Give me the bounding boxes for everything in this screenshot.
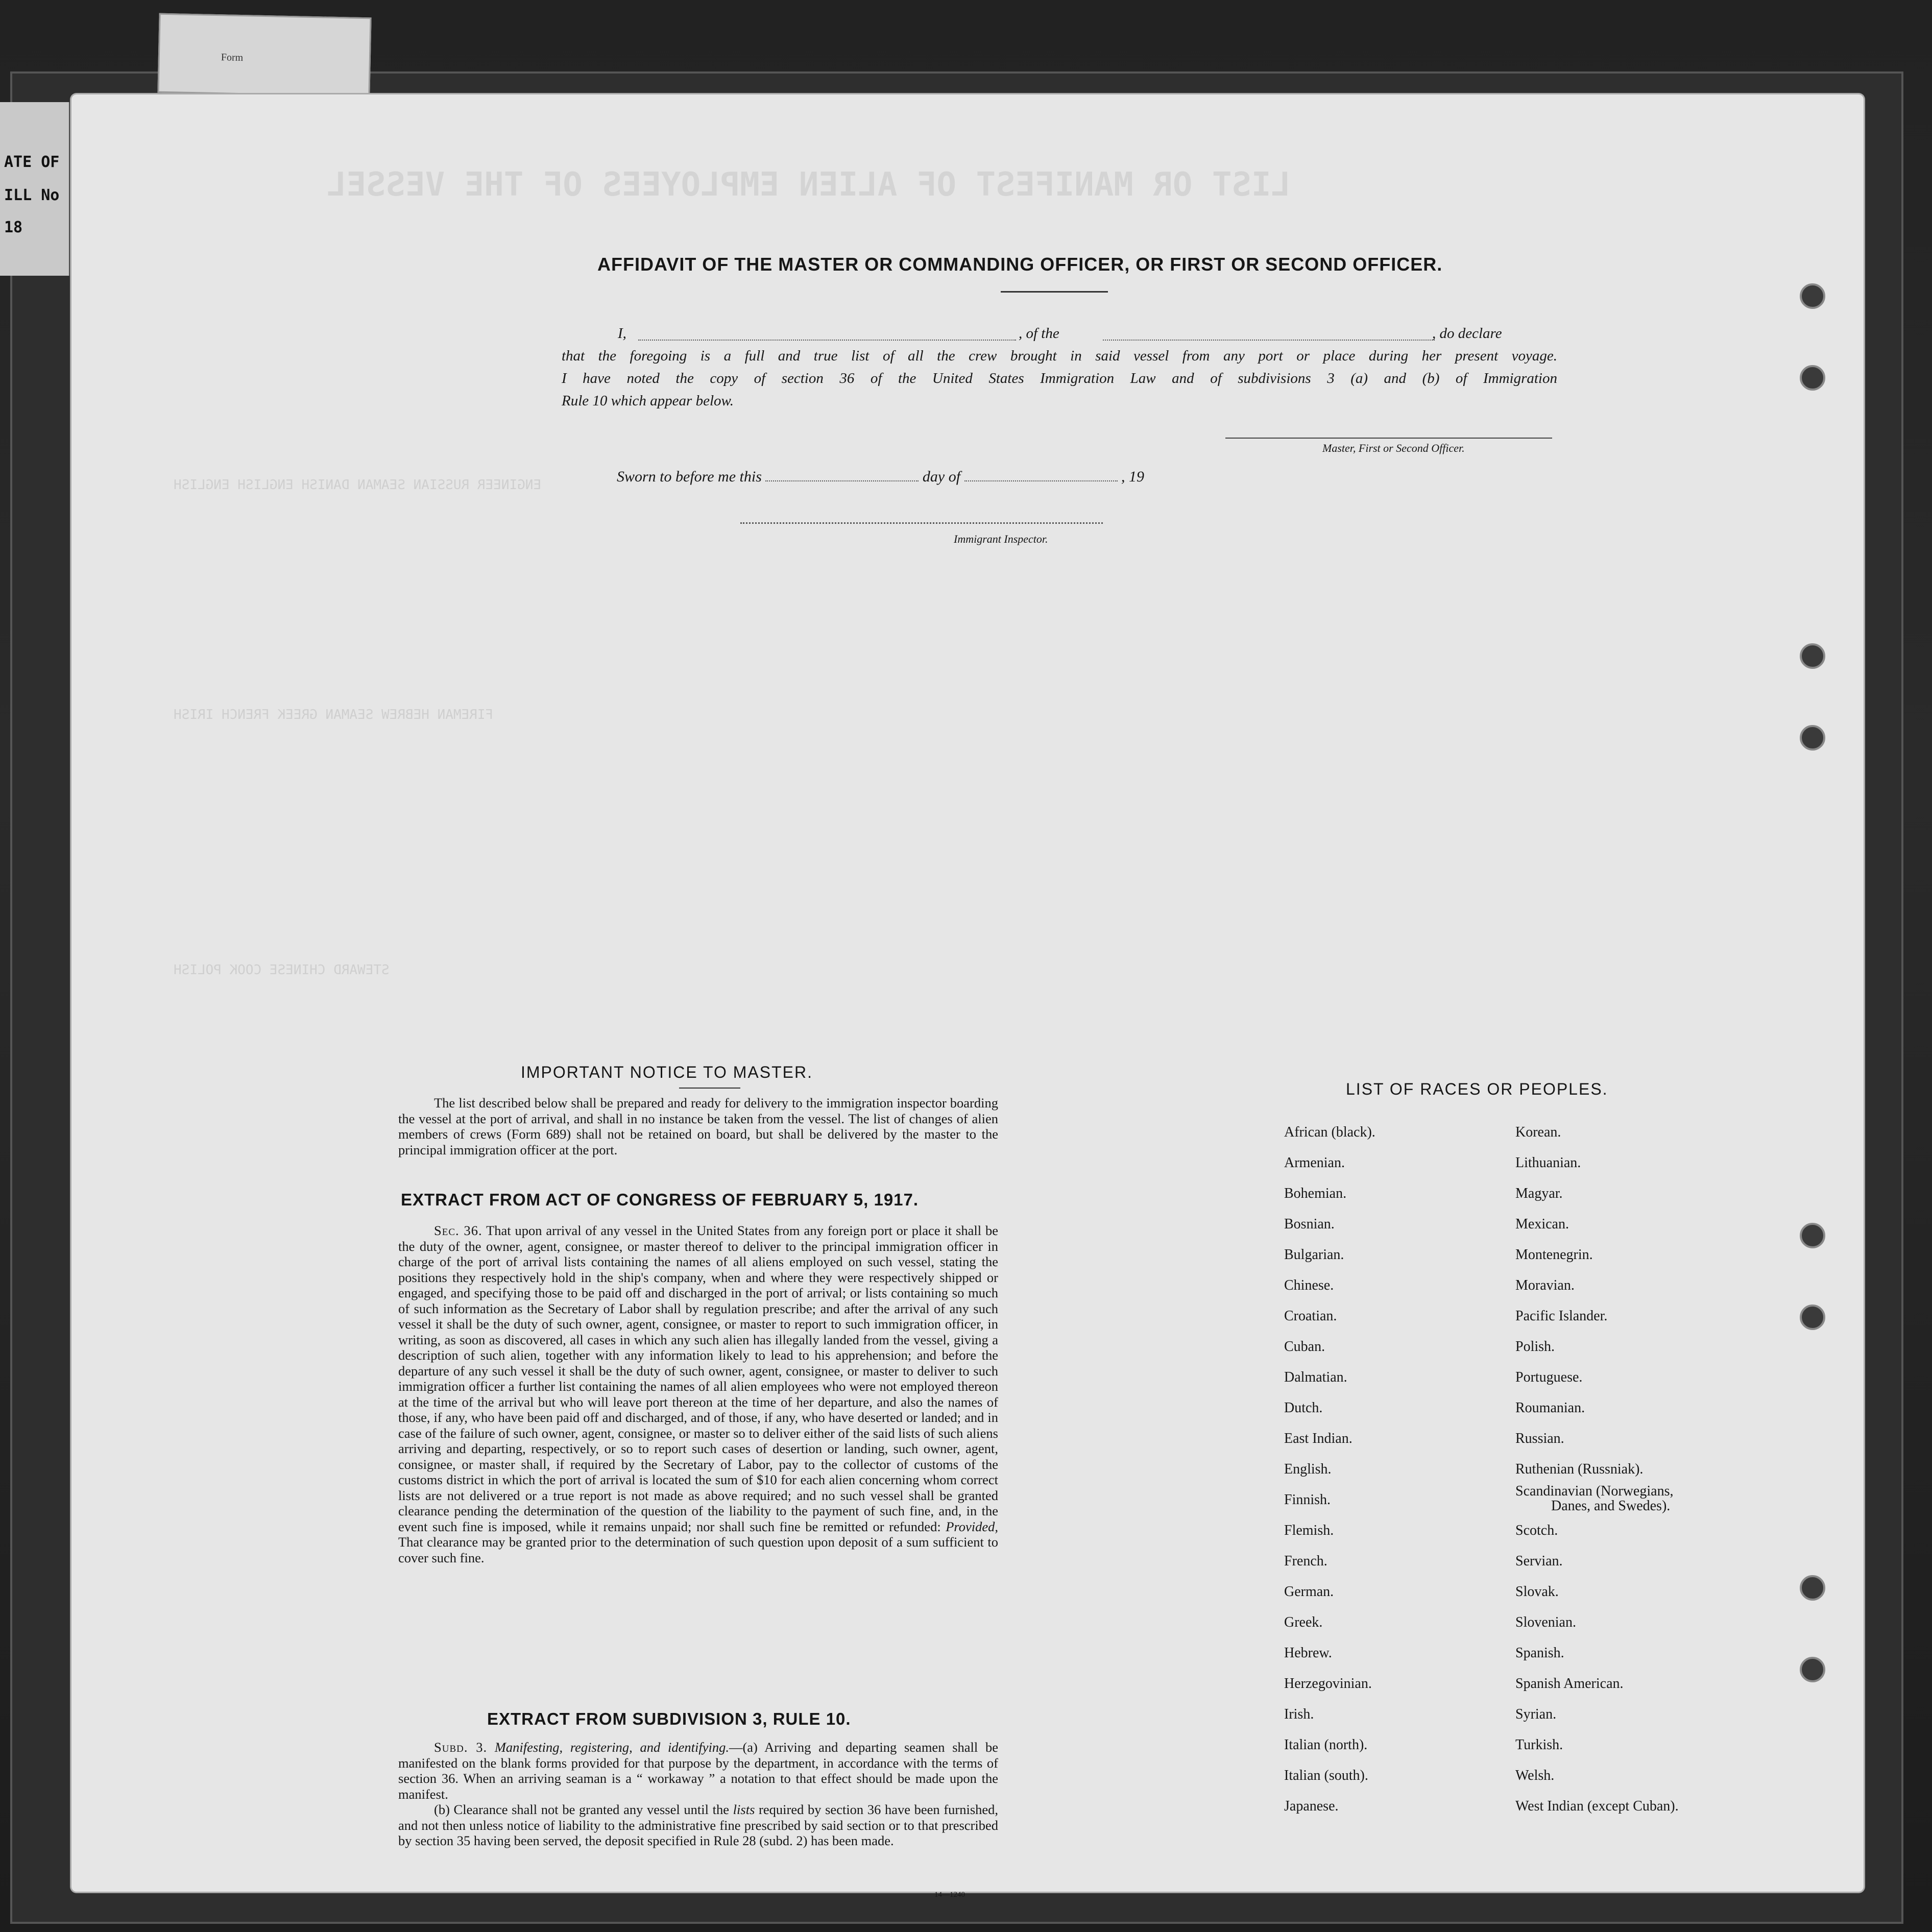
race-item: Danes, and Swedes). [1551, 1498, 1671, 1514]
bleed-through-text: ENGINEER RUSSIAN SEAMAN DANISH ENGLISH ENGLISH [174, 477, 542, 493]
race-item: Armenian. [1284, 1155, 1345, 1171]
section-36-paragraph [398, 1223, 998, 1565]
race-item: Slovenian. [1515, 1614, 1576, 1630]
race-item: Russian. [1515, 1431, 1564, 1446]
affidavit-line-2: that the foregoing is a full and true list of all the crew brought in said vessel from any port or place during her present voyage. [562, 348, 1557, 364]
race-item: Hebrew. [1284, 1645, 1332, 1661]
sworn-line [617, 467, 1144, 486]
hole-punch-icon [1800, 725, 1825, 751]
race-item: Polish. [1515, 1339, 1555, 1355]
race-item: Herzegovinian. [1284, 1676, 1372, 1692]
hole-punch-icon [1800, 1305, 1825, 1330]
race-item: Chinese. [1284, 1277, 1334, 1293]
affidavit-line-3: I have noted the copy of section 36 of the United States Immigration Law and of subdivisions 3 (a) and (b) of Immigration [562, 370, 1557, 387]
left-strip-line: 18 [4, 219, 23, 236]
race-item: Portuguese. [1515, 1369, 1583, 1385]
race-item: Croatian. [1284, 1308, 1337, 1324]
race-item: Dalmatian. [1284, 1369, 1347, 1385]
race-item: Turkish. [1515, 1737, 1563, 1753]
race-item: Roumanian. [1515, 1400, 1585, 1416]
race-item: Korean. [1515, 1124, 1561, 1140]
subdivision-label: Subd. 3. [434, 1740, 488, 1755]
bleed-through-text: LIST OR MANIFEST OF ALIEN EMPLOYEES OF THE VESSEL [327, 166, 1291, 204]
race-item: Syrian. [1515, 1706, 1557, 1722]
race-item: Japanese. [1284, 1798, 1339, 1814]
lists-word: lists [733, 1802, 755, 1817]
race-item: East Indian. [1284, 1431, 1353, 1446]
races-heading: LIST OF RACES OR PEOPLES. [1346, 1080, 1608, 1098]
subdivision-a-text: —(a) Arriving and departing seamen shall be manifested on the blank forms provided for that purpose by the department, in accordance with the terms of section 36. When an arriving seaman is a “ workaway ” a notation to that effect should be made upon the manifest. [398, 1740, 998, 1802]
master-signature-label: Master, First or Second Officer. [1322, 442, 1465, 454]
section-36-text-end: That clearance may be granted prior to the determination of such question upon deposit of a sum sufficient to cover such fine. [398, 1534, 998, 1565]
inspector-signature-line[interactable] [740, 522, 1103, 524]
section-label: Sec. 36. [434, 1223, 482, 1238]
race-item: West Indian (except Cuban). [1515, 1798, 1679, 1814]
affidavit-line-1 [562, 322, 1557, 345]
hole-punch-icon [1800, 1575, 1825, 1601]
race-item: Bohemian. [1284, 1186, 1347, 1201]
affidavit-text [562, 322, 1557, 412]
race-item: Scandinavian (Norwegians, [1515, 1483, 1674, 1499]
notice-heading: IMPORTANT NOTICE TO MASTER. [521, 1063, 813, 1081]
race-item: Italian (south). [1284, 1768, 1368, 1783]
race-item: Cuban. [1284, 1339, 1325, 1355]
affidavit-of-the: , of the [1019, 325, 1059, 342]
race-item: Montenegrin. [1515, 1247, 1593, 1263]
race-item: African (black). [1284, 1124, 1375, 1140]
subdivision-b-text-2: required by section 36 have been furnished, and not then unless notice of liability to the administrative fine prescribed by said section or to that prescribed by section 35 having been served, the deposit specified in Rule 28 (subd. 2) has been made. [398, 1802, 999, 1848]
race-item: Italian (north). [1284, 1737, 1368, 1753]
act-extract-heading: EXTRACT FROM ACT OF CONGRESS OF FEBRUARY 5, 1917. [401, 1190, 919, 1209]
race-item: Irish. [1284, 1706, 1314, 1722]
race-item: Pacific Islander. [1515, 1308, 1608, 1324]
affidavit-do-declare: , do declare [1432, 325, 1502, 342]
section-36-text: That upon arrival of any vessel in the United States from any foreign port or place it shall be the duty of the owner, agent, consignee, or master thereof to deliver to the principal immigration officer in charge of the port of arrival lists containing the names of all aliens employed on such vessel, stating the positions they respectively hold in the ship's company, when and where they were respectively shipped or engaged, and specifying those to be paid off and discharged in the port of arrival; or lists containing so much of such information as the Secretary of Labor shall by regulation prescribe; and after the arrival of any such vessel it shall be the duty of such owner, agent, consignee, or master to report to such immigration officer, in writing, as soon as discovered, all cases in which any such alien has illegally landed from the vessel, giving a description of such alien, together with any information likely to lead to his apprehension; and before the departure of any such vessel it shall be the duty of such owner, agent, consignee, or master to deliver to such immigration officer a further list containing the names of all alien employees who were not employed thereon at the time of the arrival but who will leave port thereon at the time of her departure, and also the names of those, if any, who have been paid off and discharged, and of those, if any, who have deserted or landed; and in case of the failure of such owner, agent, consignee, or master so to deliver either of the said lists of such aliens arriving and departing, respectively, or so to report such cases of desertion or landing, such owner, agent, consignee, or master shall, if required by the Secretary of Labor, pay to the collector of customs of the customs district in which the port of arrival is located the sum of $10 for each alien concerning whom correct lists are not delivered or a true report is not made as above required; and no such vessel shall be granted clearance pending the determination of the question of the liability to the payment of such fine, and, in the event such fine is imposed, while it remains unpaid; nor shall such fine be remitted or refunded: [398, 1223, 998, 1534]
race-item: Mexican. [1515, 1216, 1569, 1232]
race-item: Magyar. [1515, 1186, 1563, 1201]
vessel-blank[interactable] [1103, 322, 1435, 341]
hole-punch-icon [1800, 365, 1825, 391]
race-item: English. [1284, 1461, 1332, 1477]
subdivision-b-text-1: (b) Clearance shall not be granted any vessel until the [434, 1802, 730, 1817]
provided-word: Provided, [946, 1518, 998, 1534]
name-blank[interactable] [638, 322, 1016, 341]
race-item: Servian. [1515, 1553, 1563, 1569]
race-item: Bulgarian. [1284, 1247, 1344, 1263]
hole-punch-icon [1800, 1657, 1825, 1682]
race-item: Bosnian. [1284, 1216, 1335, 1232]
hole-punch-icon [1800, 1223, 1825, 1248]
race-item: Lithuanian. [1515, 1155, 1581, 1171]
document-page [71, 94, 1864, 1899]
race-item: German. [1284, 1584, 1334, 1600]
race-item: French. [1284, 1553, 1327, 1569]
form-tab [157, 13, 371, 98]
subdivision-title: Manifesting, registering, and identifying. [494, 1740, 729, 1755]
affidavit-title: AFFIDAVIT OF THE MASTER OR COMMANDING OFFICER, OR FIRST OR SECOND OFFICER. [597, 254, 1443, 275]
left-strip-line: ATE OF [4, 153, 60, 171]
race-item: Finnish. [1284, 1492, 1331, 1508]
hole-punch-icon [1800, 643, 1825, 669]
left-strip-line: ILL No [4, 186, 60, 204]
affidavit-line-4: Rule 10 which appear below. [562, 393, 734, 409]
race-item: Ruthenian (Russniak). [1515, 1461, 1644, 1477]
rule-extract-heading: EXTRACT FROM SUBDIVISION 3, RULE 10. [487, 1709, 851, 1728]
race-item: Dutch. [1284, 1400, 1323, 1416]
race-item: Greek. [1284, 1614, 1323, 1630]
form-number: 14—1240 [934, 1891, 965, 1899]
affidavit-i: I, [618, 325, 626, 342]
sworn-text: Sworn to before me this [617, 468, 762, 485]
inspector-label: Immigrant Inspector. [954, 533, 1048, 545]
bleed-through-text: FIREMAN HEBREW SEAMAN GREEK FRENCH IRISH [174, 707, 494, 722]
sworn-day-blank[interactable] [765, 467, 919, 481]
sworn-month-blank[interactable] [964, 467, 1118, 481]
rule-10-paragraph [398, 1740, 998, 1849]
notice-heading-underline [679, 1088, 740, 1089]
race-item: Scotch. [1515, 1523, 1558, 1538]
left-edge-sheet [0, 102, 71, 276]
notice-text: The list described below shall be prepared and ready for delivery to the immigration inspector boarding the vessel at the port of arrival, and shall in no instance be taken from the vessel. The list of changes of alien members of crews (Form 689) shall not be retained on board, but shall be delivered by the master to the principal immigration officer at the port. [398, 1095, 998, 1157]
race-item: Spanish. [1515, 1645, 1564, 1661]
bleed-through-text: STEWARD CHINESE COOK POLISH [174, 962, 390, 978]
sworn-year: , 19 [1121, 468, 1145, 485]
race-item: Flemish. [1284, 1523, 1334, 1538]
affidavit-title-underline [1001, 291, 1108, 293]
hole-punch-icon [1800, 283, 1825, 309]
sworn-day-of: day of [922, 468, 961, 485]
form-tab-label: Form [221, 52, 244, 64]
race-item: Welsh. [1515, 1768, 1555, 1783]
race-item: Moravian. [1515, 1277, 1575, 1293]
master-signature-line[interactable] [1225, 438, 1552, 439]
race-item: Slovak. [1515, 1584, 1559, 1600]
race-item: Spanish American. [1515, 1676, 1624, 1692]
notice-paragraph [398, 1095, 998, 1157]
